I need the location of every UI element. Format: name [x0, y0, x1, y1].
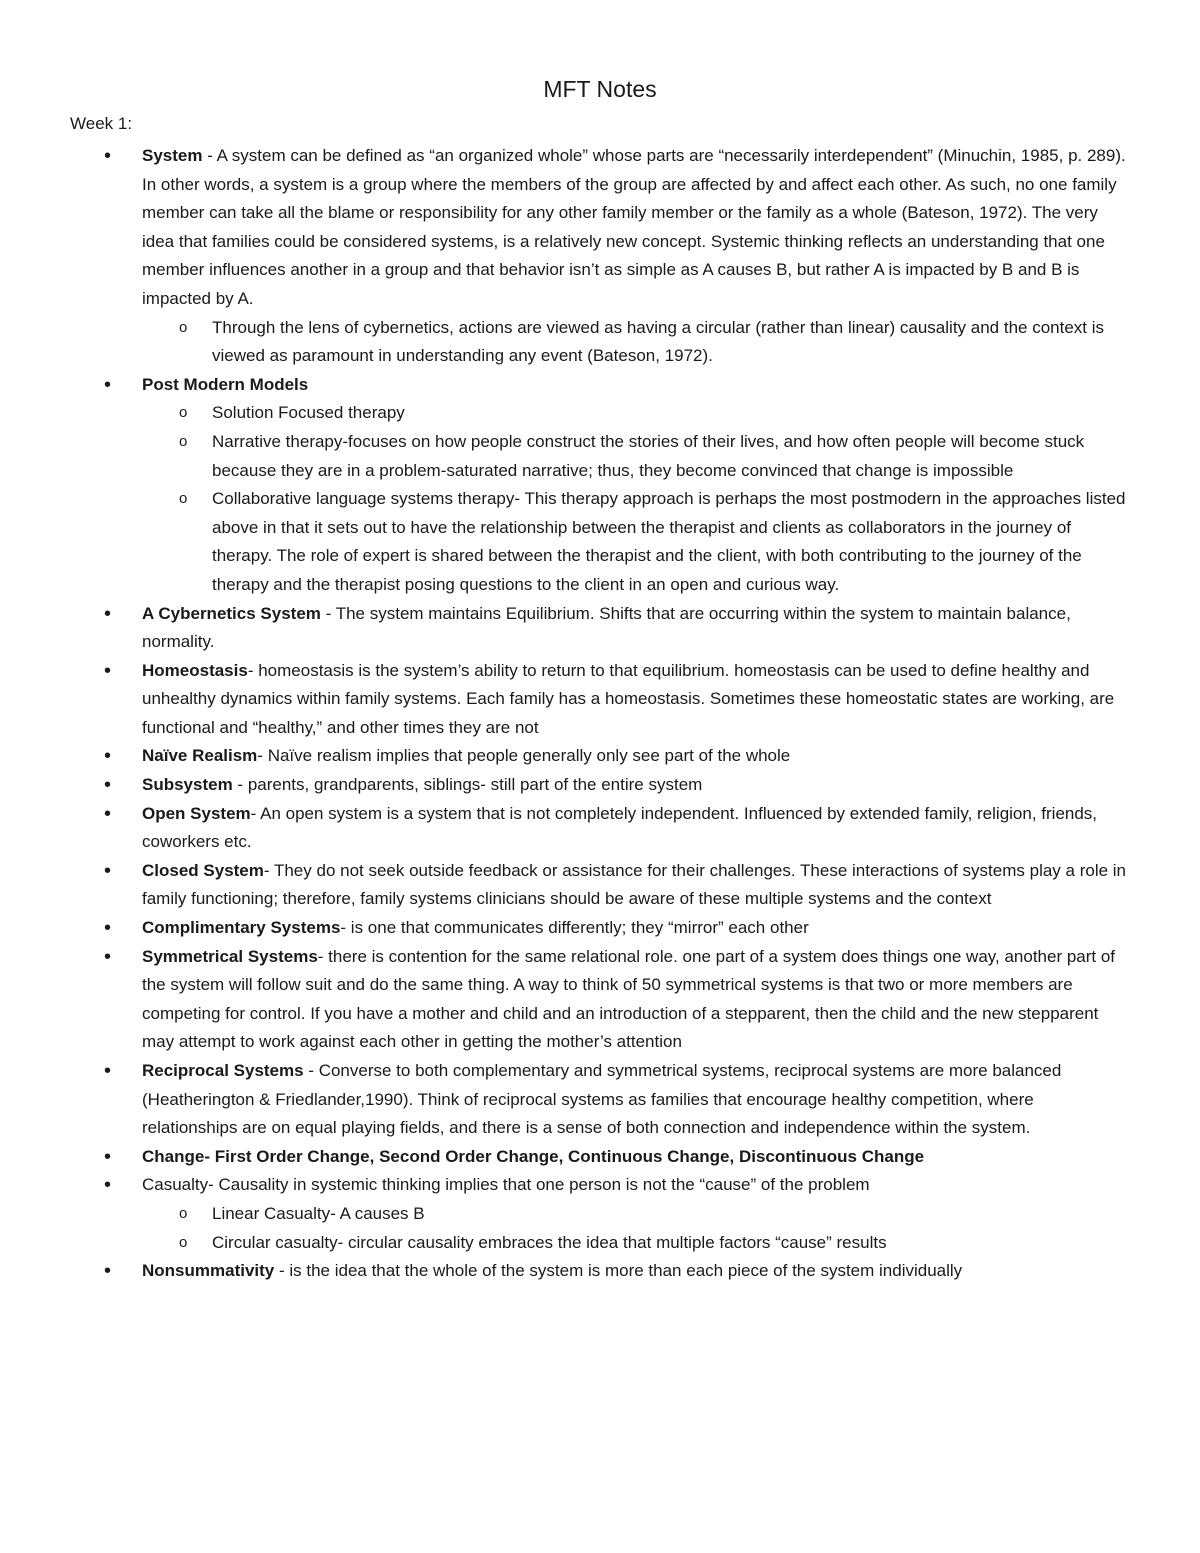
list-item	[142, 1171, 1130, 1257]
sub-list-item: o Narrative therapy-focuses on how people construct the stories of their lives, and how often people will become stuck because they are in a problem-saturated narrative; thus, they become convinced that change is impossible	[212, 428, 1130, 485]
term-separator: -	[250, 803, 261, 823]
term-name: Post Modern Models	[142, 374, 309, 394]
term-name: Complimentary Systems	[142, 918, 341, 938]
sub-list-item: o Circular casualty- circular causality embraces the idea that multiple factors “cause” results	[212, 1229, 1130, 1258]
sub-list-item: o Solution Focused therapy	[212, 399, 1130, 428]
term-definition: there is contention for the same relational role. one part of a system does things one way, another part of the system will follow suit and do the same thing. A way to think of 50 symmetrical systems is that two or more members are competing for control. If you have a mother and child and an introduction of a stepparent, then the child and the new stepparent may attempt to work against each other in getting the mother’s attention	[142, 946, 1116, 1052]
term-definition: Casualty- Causality in systemic thinking implies that one person is not the “cause” of the problem	[142, 1175, 870, 1195]
term-name: Nonsummativity	[142, 1261, 275, 1281]
term-name: Open System	[142, 803, 251, 823]
term-separator: -	[232, 775, 248, 795]
list-item	[142, 142, 1130, 371]
sub-list-item: o Collaborative language systems therapy- This therapy approach is perhaps the most postmodern in the approaches listed above in that it sets out to have the relationship between the therapist and clients as collaborators in the journey of therapy. The role of expert is shared between the therapist and the client, with both contributing to the journey of the therapy and the therapist posing questions to the client in an open and curious way.	[212, 485, 1130, 599]
term-definition: They do not seek outside feedback or assistance for their challenges. These interactions of systems play a role in family functioning; therefore, family systems clinicians should be aware of these multiple systems and the context	[142, 860, 1127, 909]
list-item	[142, 771, 1130, 800]
week-label: Week 1:	[70, 114, 133, 133]
sub-list	[142, 314, 1130, 371]
sub-list	[142, 399, 1130, 599]
list-item	[142, 857, 1130, 914]
list-item	[142, 943, 1130, 1057]
term-name: Subsystem	[142, 775, 233, 795]
term-definition: is the idea that the whole of the system is more than each piece of the system individually	[289, 1261, 963, 1281]
term-separator: -	[263, 860, 274, 880]
list-item	[142, 371, 1130, 600]
term-definition: Naïve realism implies that people generally only see part of the whole	[267, 746, 791, 766]
term-definition: An open system is a system that is not completely independent. Influenced by extended family, religion, friends, coworkers etc.	[142, 803, 1098, 852]
term-name: Reciprocal Systems	[142, 1061, 304, 1080]
term-name: Change- First Order Change, Second Order Change, Continuous Change, Discontinuous Change	[142, 1146, 925, 1166]
term-name: System	[142, 146, 203, 165]
sub-list-item: o Linear Casualty- A causes B	[212, 1200, 1130, 1229]
list-item	[142, 800, 1130, 857]
term-separator: -	[274, 1261, 290, 1281]
term-separator: -	[317, 946, 329, 966]
page-title: MFT Notes	[543, 76, 657, 102]
term-name: Closed System	[142, 860, 264, 880]
term-definition: A system can be defined as “an organized whole” whose parts are “necessarily interdependent” (Minuchin, 1985, p. 289). In other words, a system is a group where the members of the group are affected by and affect each other. As such, no one family member can take all the blame or responsibility for any other family member or the family as a whole (Bateson, 1972). The very idea that families could be considered systems, is a relatively new concept. Systemic thinking reflects an understanding that one member influences another in a group and that behavior isn’t as simple as A causes B, but rather A is impacted by B and B is impacted by A.	[142, 146, 1126, 308]
term-name: A Cybernetics System	[142, 603, 321, 623]
sub-list-item: o Through the lens of cybernetics, actions are viewed as having a circular (rather than linear) causality and the context is viewed as paramount in understanding any event (Bateson, 1972).	[212, 314, 1130, 371]
list-item	[142, 1257, 1130, 1286]
term-separator: -	[320, 603, 336, 623]
term-definition: parents, grandparents, siblings- still part of the entire system	[247, 775, 703, 795]
list-item	[142, 742, 1130, 771]
term-name: Homeostasis	[142, 660, 248, 680]
term-definition: Converse to both complementary and symmetrical systems, reciprocal systems are more balanced (Heatherington & Friedlander,1990). Think of reciprocal systems as families that encourage healthy competition, where relationships are on equal playing fields, and there is a sense of both connection and independence within the system.	[142, 1061, 1062, 1138]
term-name: Naïve Realism	[142, 746, 258, 766]
list-item	[142, 600, 1130, 657]
list-item	[142, 657, 1130, 743]
term-definition: homeostasis is the system’s ability to return to that equilibrium. homeostasis can be used to define healthy and unhealthy dynamics within family systems. Each family has a homeostasis. Sometimes these homeostatic states are working, are functional and “healthy,” and other times they are not	[142, 660, 1115, 737]
term-list	[70, 142, 1130, 1286]
list-item	[142, 914, 1130, 943]
term-separator: -	[202, 146, 217, 165]
term-definition: is one that communicates differently; they “mirror” each other	[350, 918, 809, 938]
list-item	[142, 1143, 1130, 1172]
list-item	[142, 1057, 1130, 1143]
term-separator: -	[247, 660, 259, 680]
term-separator: -	[340, 918, 351, 938]
term-name: Symmetrical Systems	[142, 946, 318, 966]
term-separator: -	[303, 1061, 319, 1080]
sub-list	[142, 1200, 1130, 1257]
term-separator: -	[257, 746, 268, 766]
term-definition: The system maintains Equilibrium. Shifts that are occurring within the system to maintain balance, normality.	[142, 603, 1071, 652]
